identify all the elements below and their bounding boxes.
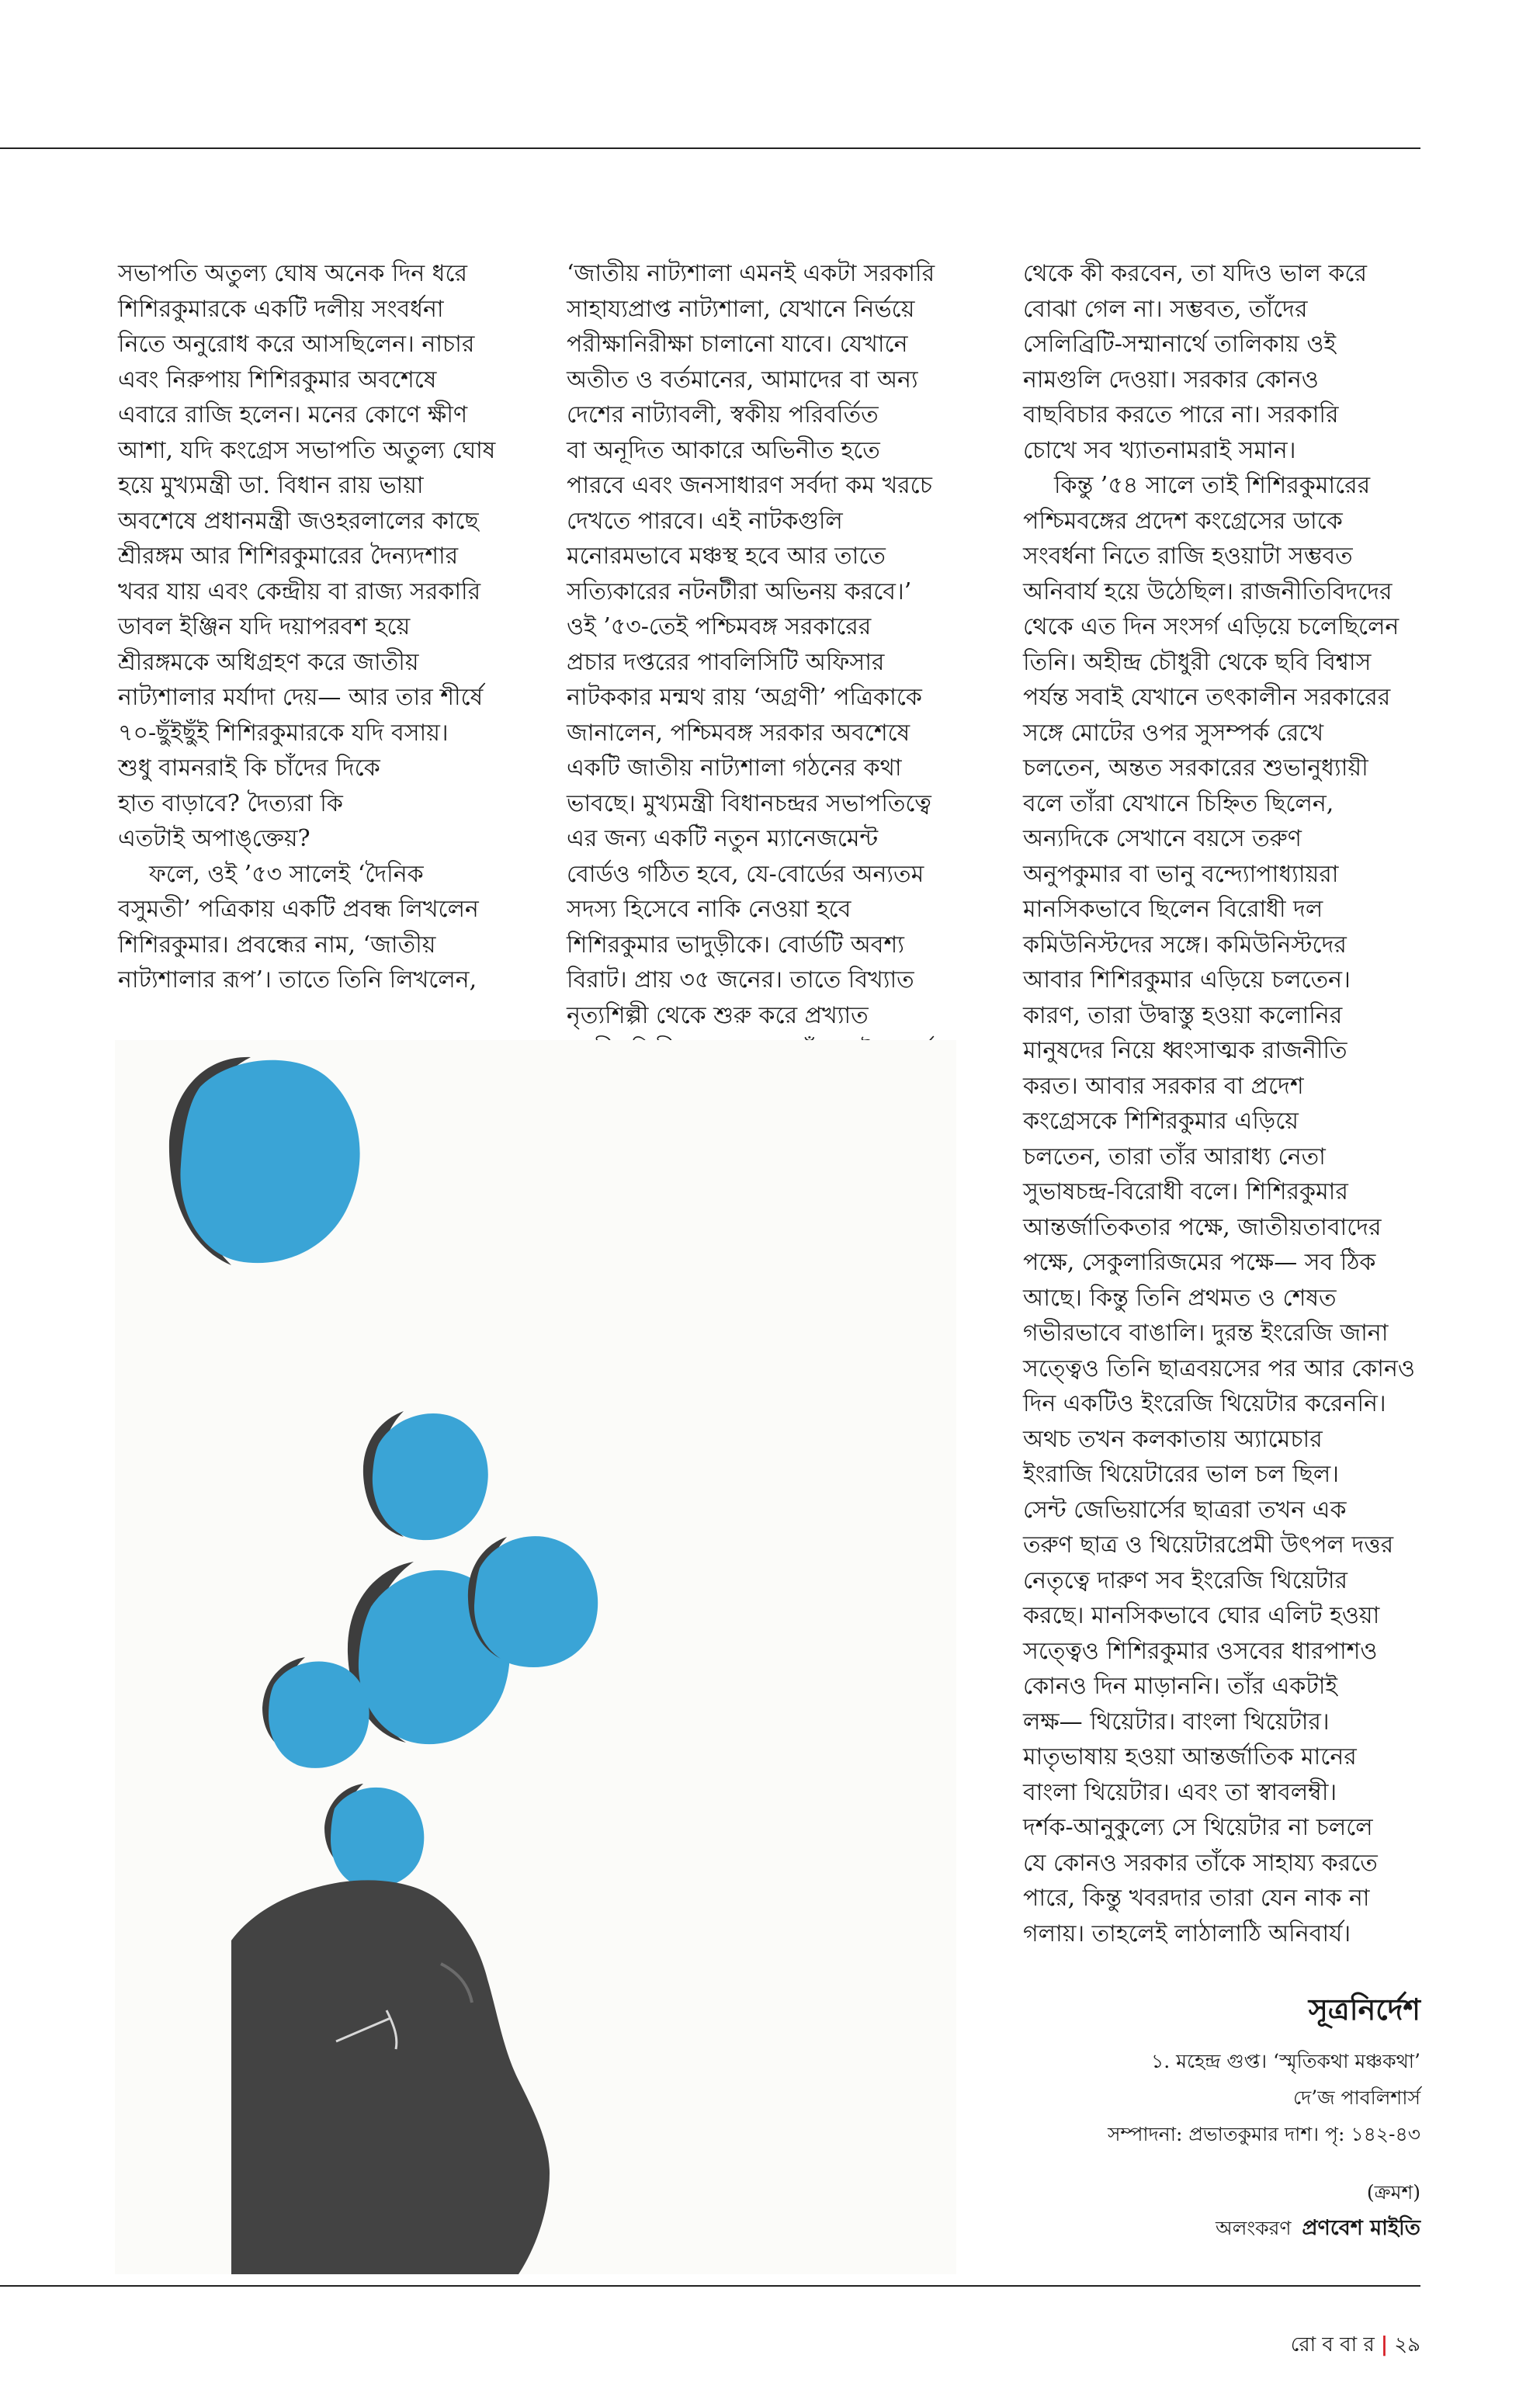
text-line: আন্তর্জাতিকতার পক্ষে, জাতীয়তাবাদের (1023, 1213, 1382, 1241)
text-line: তিনি। অহীন্দ্র চৌধুরী থেকে ছবি বিশ্বাস (1023, 648, 1372, 676)
text-line: করত। আবার সরকার বা প্রদেশ (1023, 1072, 1304, 1100)
text-line: এবারে রাজি হলেন। মনের কোণে ক্ষীণ (118, 401, 468, 428)
text-line: অতীত ও বর্তমানের, আমাদের বা অন্য (567, 366, 918, 394)
text-line: তরুণ ছাত্র ও থিয়েটারপ্রেমী উৎপল দত্তর (1023, 1531, 1394, 1559)
text-line: আশা, যদি কংগ্রেস সভাপতি অতুল্য ঘোষ (118, 436, 496, 464)
text-line: দেশের নাট্যাবলী, স্বকীয় পরিবর্তিত (567, 401, 879, 428)
text-line: পক্ষে, সেকুলারিজমের পক্ষে— সব ঠিক (1023, 1249, 1376, 1276)
text-line: অবশেষে প্রধানমন্ত্রী জওহরলালের কাছে (118, 507, 479, 535)
bottom-rule (0, 2285, 1420, 2287)
text-line: শ্রীরঙ্গমকে অধিগ্রহণ করে জাতীয় (118, 648, 419, 676)
text-line: দর্শক-আনুকুল্যে সে থিয়েটার না চললে (1023, 1814, 1373, 1841)
text-line: মানসিকভাবে ছিলেন বিরোধী দল (1023, 896, 1323, 923)
text-line: যে কোনও সরকার তাঁকে সাহায্য করতে (1023, 1849, 1378, 1877)
text-line: বিরাট। প্রায় ৩৫ জনের। তাতে বিখ্যাত (567, 966, 914, 994)
text-line: পারে, কিন্তু খবরদার তারা যেন নাক না (1023, 1885, 1370, 1912)
rock (231, 1880, 550, 2274)
text-line: গলায়। তাহলেই লাঠালাঠি অনিবার্য। (1023, 1920, 1351, 1947)
text-line: হাত বাড়াবে? দৈত্যরা কি (118, 789, 343, 817)
text-line: নামগুলি দেওয়া। সরকার কোনও (1023, 366, 1319, 394)
text-line: শুধু বামনরাই কি চাঁদের দিকে (118, 754, 380, 782)
text-line: অনিবার্য হয়ে উঠেছিল। রাজনীতিবিদদের (1023, 577, 1393, 605)
disc (474, 1536, 598, 1667)
text-line: বাছবিচার করতে পারে না। সরকারি (1023, 401, 1339, 428)
text-line: শিশিরকুমারকে একটি দলীয় সংবর্ধনা (118, 295, 444, 323)
page-number: ২৯ (1394, 2333, 1420, 2357)
text-line: লক্ষ— থিয়েটার। বাংলা থিয়েটার। (1023, 1708, 1330, 1736)
text-line: শিশিরকুমার ভাদুড়ীকে। বোর্ডটি অবশ্য (567, 931, 904, 959)
illustration-drawing (115, 1040, 956, 2274)
illustration-credit (1216, 2212, 1420, 2247)
folio-separator: | (1380, 2333, 1389, 2357)
text-line: জানালেন, পশ্চিমবঙ্গ সরকার অবশেষে (567, 719, 910, 747)
text-line: নাটককার মন্মথ রায় ‘অগ্রণী’ পত্রিকাকে (567, 684, 922, 711)
text-line: অন্যদিকে সেখানে বয়সে তরুণ (1023, 825, 1302, 852)
text-line: সাহায্যপ্রাপ্ত নাট্যশালা, যেখানে নির্ভয়ে (567, 295, 915, 323)
text-line: গভীরভাবে বাঙালি। দুরন্ত ইংরেজি জানা (1023, 1320, 1389, 1347)
sources-heading: সূত্রনির্দেশ (1308, 1992, 1420, 2027)
text-line: নৃত্যশিল্পী থেকে শুরু করে প্রখ্যাত (567, 1001, 869, 1029)
text-line: সদস্য হিসেবে নাকি নেওয়া হবে (567, 896, 852, 923)
text-line: কারণ, তারা উদ্বাস্তু হওয়া কলোনির (1023, 1001, 1343, 1029)
sources-section (1108, 1987, 1420, 2152)
disc (269, 1661, 369, 1767)
text-line: কিন্তু ’৫৪ সালে তাই শিশিরকুমারের (1054, 472, 1371, 499)
credit-artist: প্রণবেশ মাইতি (1302, 2216, 1420, 2240)
text-line: ফলে, ওই ’৫৩ সালেই ‘দৈনিক (149, 860, 424, 888)
text-line: বসুমতী’ পত্রিকায় একটি প্রবন্ধ লিখলেন (118, 896, 479, 923)
text-line: সংবর্ধনা নিতে রাজি হওয়াটা সম্ভবত (1023, 543, 1353, 570)
article-column-3 (1023, 256, 1442, 1951)
text-line: থেকে কী করবেন, তা যদিও ভাল করে (1023, 260, 1367, 287)
text-line: দেখতে পারবে। এই নাটকগুলি (567, 507, 843, 535)
text-line: বাংলা থিয়েটার। এবং তা স্বাবলম্বী। (1023, 1778, 1337, 1806)
text-line: ওই ’৫৩-তেই পশ্চিমবঙ্গ সরকারের (567, 613, 872, 640)
article-column-1 (118, 256, 537, 998)
continued-note: (ক্রমশ) (1366, 2181, 1420, 2204)
disc (373, 1413, 488, 1540)
magazine-name: রো ব বা র (1290, 2333, 1375, 2357)
text-line: বলে তাঁরা যেখানে চিহ্নিত ছিলেন, (1023, 789, 1334, 817)
top-rule (0, 147, 1420, 149)
text-line: হয়ে মুখ্যমন্ত্রী ডা. বিধান রায় ভায়া (118, 472, 424, 499)
text-line: আছে। কিন্তু তিনি প্রথমত ও শেষত (1023, 1284, 1337, 1312)
text-line: চলতেন, অন্তত সরকারের শুভানুধ্যায়ী (1023, 754, 1368, 782)
text-line: শিশিরকুমার। প্রবন্ধের নাম, ‘জাতীয় (118, 931, 436, 959)
article-column-2 (567, 256, 986, 1069)
text-line: চোখে সব খ্যাতনামরাই সমান। (1023, 436, 1296, 464)
source-line: দে’জ পাবলিশার্স (1292, 2086, 1420, 2109)
text-line: এবং নিরুপায় শিশিরকুমার অবশেষে (118, 366, 437, 394)
text-line: অনুপকুমার বা ভানু বন্দ্যোপাধ্যায়রা (1023, 860, 1339, 888)
text-line: নাট্যশালার মর্যাদা দেয়— আর তার শীর্ষে (118, 684, 484, 711)
text-line: সঙ্গে মোটের ওপর সুসম্পর্ক রেখে (1023, 719, 1324, 747)
text-line: পর্যন্ত সবাই যেখানে তৎকালীন সরকারের (1023, 684, 1391, 711)
source-line: সম্পাদনা: প্রভাতকুমার দাশ। পৃ: ১৪২-৪৩ (1107, 2123, 1420, 2145)
text-line: পশ্চিমবঙ্গের প্রদেশ কংগ্রেসের ডাকে (1023, 507, 1343, 535)
text-line: বোর্ডও গঠিত হবে, যে-বোর্ডের অন্যতম (567, 860, 924, 888)
text-line: ‘জাতীয় নাট্যশালা এমনই একটা সরকারি (567, 260, 935, 287)
text-line: ভাবছে। মুখ্যমন্ত্রী বিধানচন্দ্রর সভাপতিত্বে (567, 789, 931, 817)
text-line: আবার শিশিরকুমার এড়িয়ে চলতেন। (1023, 966, 1351, 994)
text-line: নাট্যশালার রূপ’। তাতে তিনি লিখলেন, (118, 966, 477, 994)
disc (331, 1788, 424, 1888)
text-line: পরীক্ষানিরীক্ষা চালানো যাবে। যেখানে (567, 331, 908, 358)
text-line: এর জন্য একটি নতুন ম্যানেজমেন্ট (567, 825, 879, 852)
text-line: ৭০-ছুঁইছুঁই শিশিরকুমারকে যদি বসায়। (118, 719, 449, 747)
text-line: থেকে এত দিন সংসর্গ এড়িয়ে চলেছিলেন (1023, 613, 1400, 640)
text-line: বোঝা গেল না। সম্ভবত, তাঁদের (1023, 295, 1308, 323)
source-line: ১. মহেন্দ্র গুপ্ত। ‘স্মৃতিকথা মঞ্চকথা’ (1151, 2050, 1420, 2072)
text-line: নেতৃত্বে দারুণ সব ইংরেজি থিয়েটার (1023, 1566, 1348, 1594)
disc (180, 1060, 359, 1263)
text-line: মাতৃভাষায় হওয়া আন্তর্জাতিক মানের (1023, 1743, 1357, 1770)
text-line: পারবে এবং জনসাধারণ সর্বদা কম খরচে (567, 472, 932, 499)
text-line: একটি জাতীয় নাট্যশালা গঠনের কথা (567, 754, 902, 782)
text-line: সেলিব্রিটি-সম্মানার্থে তালিকায় ওই (1023, 331, 1337, 358)
text-line: সত্যিকারের নটনটীরা অভিনয় করবে।’ (567, 577, 912, 605)
text-line: সত্ত্বেও তিনি ছাত্রবয়সের পর আর কোনও (1023, 1354, 1415, 1382)
text-line: সত্ত্বেও শিশিরকুমার ওসবের ধারপাশও (1023, 1637, 1378, 1665)
text-line: এতটাই অপাঙ্‌ক্তেয়? (118, 825, 310, 852)
text-line: মনোরমভাবে মঞ্চস্থ হবে আর তাতে (567, 543, 886, 570)
text-line: শ্রীরঙ্গম আর শিশিরকুমারের দৈন্যদশার (118, 543, 459, 570)
text-line: অথচ তখন কলকাতায় অ্যামেচার (1023, 1425, 1323, 1453)
text-line: ডাবল ইঞ্জিন যদি দয়াপরবশ হয়ে (118, 613, 411, 640)
text-line: সভাপতি অতুল্য ঘোষ অনেক দিন ধরে (118, 260, 468, 287)
illustration (115, 1040, 956, 2274)
text-line: খবর যায় এবং কেন্দ্রীয় বা রাজ্য সরকারি (118, 577, 481, 605)
text-line: কংগ্রেসকে শিশিরকুমার এড়িয়ে (1023, 1108, 1299, 1135)
text-line: ইংরাজি থিয়েটারের ভাল চল ছিল। (1023, 1461, 1339, 1488)
page-folio (1291, 2329, 1420, 2363)
text-line: দিন একটিও ইংরেজি থিয়েটার করেননি। (1023, 1390, 1386, 1417)
text-line: বা অনূদিত আকারে অভিনীত হতে (567, 436, 880, 464)
text-line: মানুষদের নিয়ে ধ্বংসাত্মক রাজনীতি (1023, 1037, 1348, 1064)
text-line: নিতে অনুরোধ করে আসছিলেন। নাচার (118, 331, 475, 358)
text-line: কোনও দিন মাড়াননি। তাঁর একটাই (1023, 1673, 1338, 1700)
text-line: সুভাষচন্দ্র-বিরোধী বলে। শিশিরকুমার (1023, 1178, 1348, 1205)
credit-label: অলংকরণ (1216, 2217, 1292, 2239)
text-line: চলতেন, তারা তাঁর আরাধ্য নেতা (1023, 1143, 1326, 1170)
text-line: সেন্ট জেভিয়ার্সের ছাত্ররা তখন এক (1023, 1496, 1347, 1524)
text-line: প্রচার দপ্তরের পাবলিসিটি অফিসার (567, 648, 885, 676)
text-line: কমিউনিস্টদের সঙ্গে। কমিউনিস্টদের (1023, 931, 1347, 959)
text-line: করছে। মানসিকভাবে ঘোর এলিট হওয়া (1023, 1602, 1380, 1629)
